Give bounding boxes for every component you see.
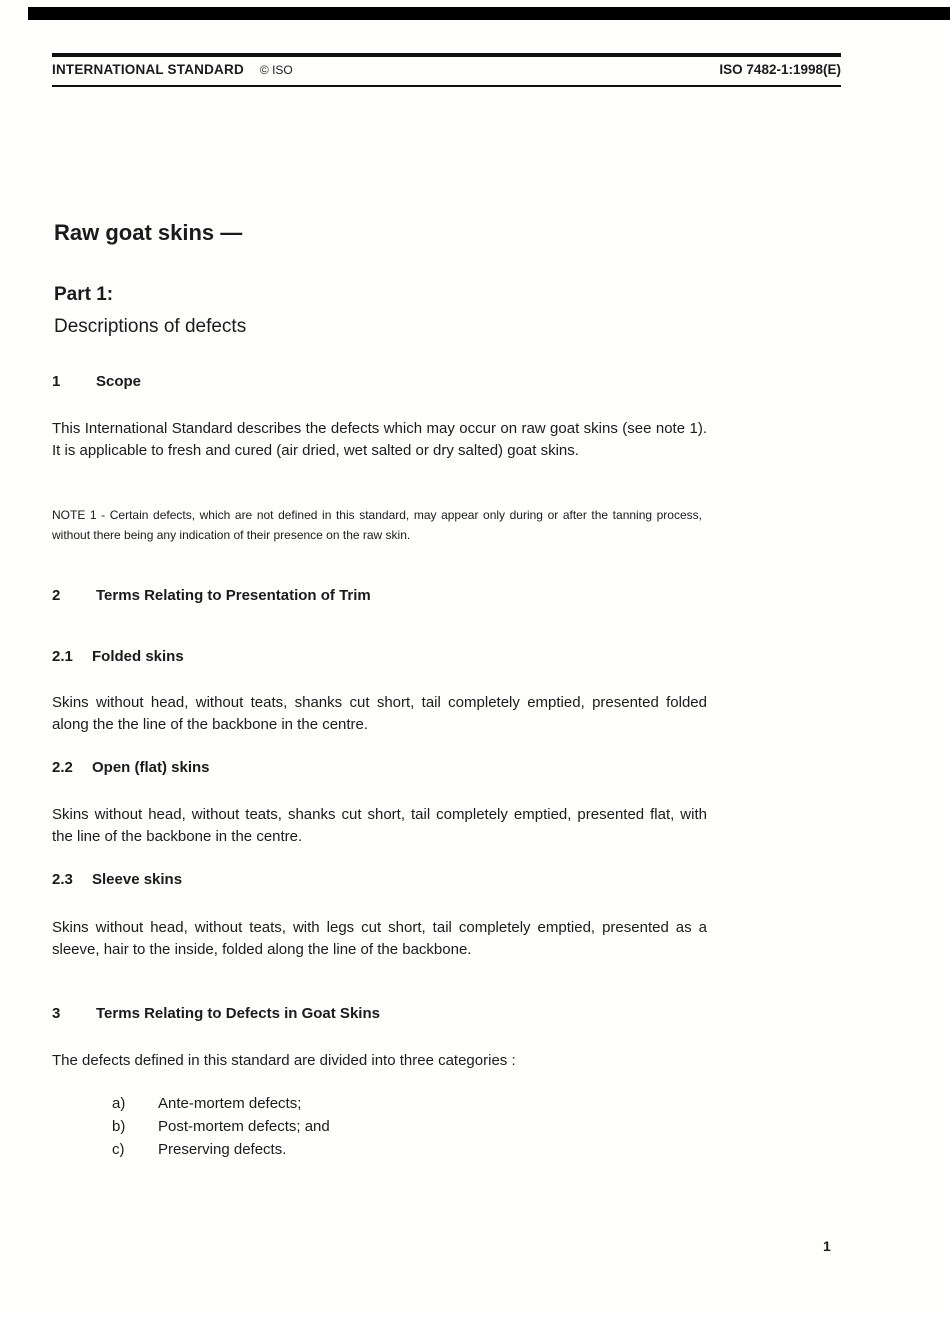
header-rule-thick [52, 53, 841, 57]
section-title: Terms Relating to Defects in Goat Skins [96, 1005, 380, 1022]
section-2-heading [52, 587, 371, 604]
list-item-marker: c) [112, 1141, 125, 1158]
note-1-text: NOTE 1 - Certain defects, which are not defined in this standard, may appear only during or after the tanning process, without there being any indication of their presence on the raw skin. [52, 508, 702, 542]
header-left-group [52, 62, 293, 77]
section-1-paragraph: This International Standard describes the defects which may occur on raw goat skins (see note 1). It is applicable to fresh and cured (air dried, wet salted or dry salted) goat skins. [52, 420, 707, 459]
section-number: 3 [52, 1005, 61, 1022]
section-number: 1 [52, 373, 61, 390]
document-title: Raw goat skins — [54, 220, 243, 245]
section-title: Open (flat) skins [92, 759, 210, 776]
part-subtitle: Descriptions of defects [54, 316, 247, 337]
document-reference: ISO 7482-1:1998(E) [719, 62, 841, 77]
header-rule-thin [52, 85, 841, 87]
list-item-marker: a) [112, 1095, 126, 1112]
section-2-1-paragraph: Skins without head, without teats, shanks cut short, tail completely emptied, presented folded along the the line of the backbone in the centre. [52, 694, 707, 733]
header-standard-label: INTERNATIONAL STANDARD [52, 62, 244, 77]
list-item-text: Ante-mortem defects; [158, 1095, 302, 1112]
section-2-1-heading [52, 648, 184, 665]
list-item [112, 1092, 612, 1115]
section-title: Folded skins [92, 648, 184, 665]
section-2-3-paragraph: Skins without head, without teats, with legs cut short, tail completely emptied, presented as a sleeve, hair to the inside, folded along the line of the backbone. [52, 919, 707, 958]
section-2-2-paragraph: Skins without head, without teats, shanks cut short, tail completely emptied, presented flat, with the line of the backbone in the centre. [52, 806, 707, 845]
defect-category-list [112, 1092, 612, 1161]
section-1-heading [52, 373, 141, 390]
section-3-heading [52, 1005, 380, 1022]
section-2-2-heading [52, 759, 210, 776]
section-number: 2.3 [52, 871, 73, 888]
section-title: Scope [96, 373, 142, 390]
section-2-3-heading [52, 871, 182, 888]
section-number: 2.1 [52, 648, 73, 665]
list-item [112, 1138, 612, 1161]
section-title: Sleeve skins [92, 871, 183, 888]
section-number: 2.2 [52, 759, 73, 776]
page-number: 1 [823, 1238, 831, 1254]
scan-artifact-bar [28, 7, 950, 20]
part-heading: Part 1: [54, 284, 114, 305]
list-item-text: Post-mortem defects; and [158, 1118, 330, 1135]
page-header [52, 62, 841, 77]
section-number: 2 [52, 587, 61, 604]
list-item [112, 1115, 612, 1138]
iso-copyright: © ISO [259, 63, 293, 77]
list-item-marker: b) [112, 1118, 126, 1135]
list-item-text: Preserving defects. [158, 1141, 287, 1158]
section-3-paragraph: The defects defined in this standard are divided into three categories : [52, 1052, 516, 1069]
section-title: Terms Relating to Presentation of Trim [96, 587, 371, 604]
